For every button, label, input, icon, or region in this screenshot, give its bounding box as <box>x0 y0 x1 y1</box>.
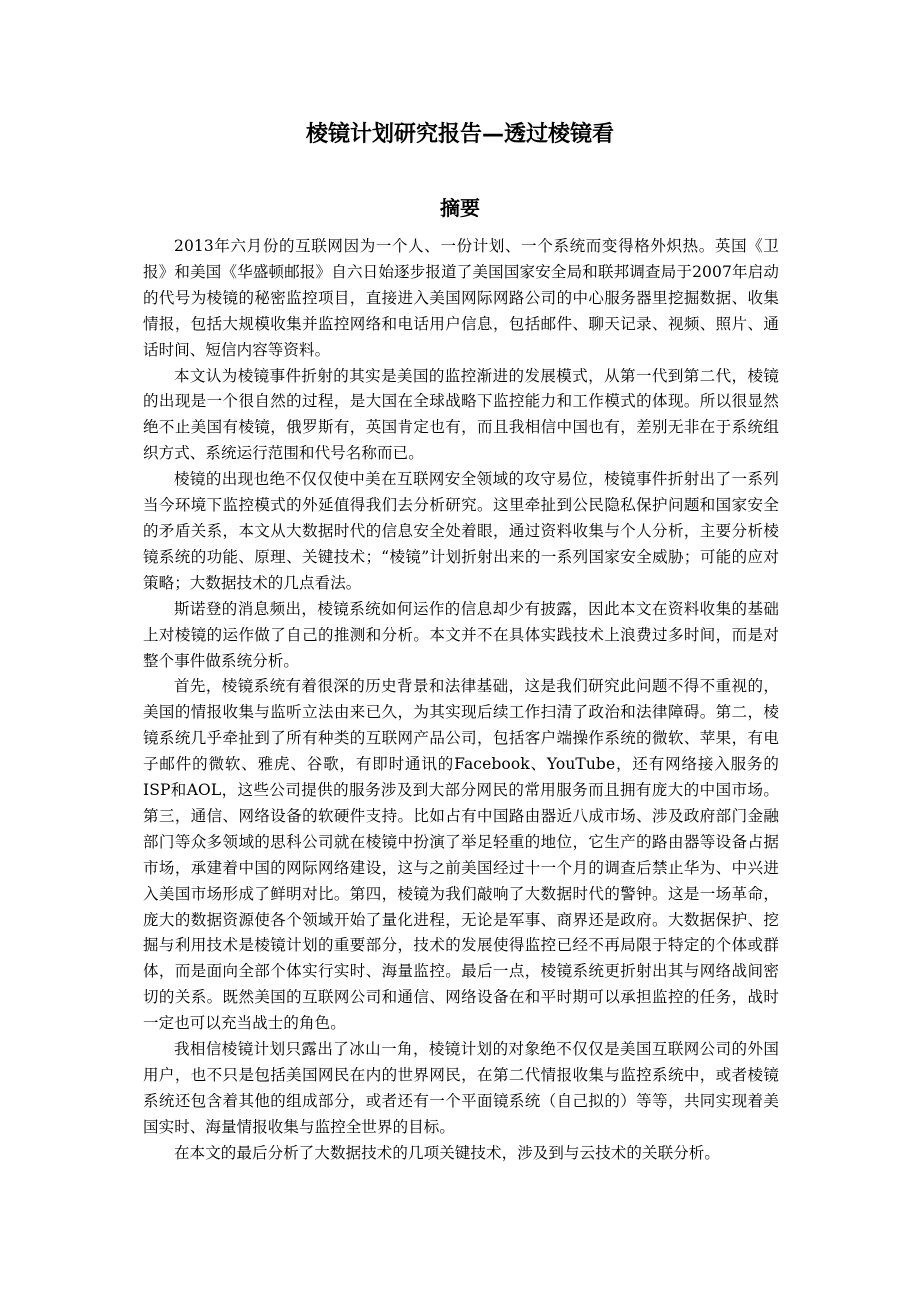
paragraph-5: 首先，棱镜系统有着很深的历史背景和法律基础，这是我们研究此问题不得不重视的，美国的情报收集与监听立法由来已久，为其实现后续工作扫清了政治和法律障碍。第二，棱镜系统几乎牵扯到了所有种类的互联网产品公司，包括客户端操作系统的微软、苹果，有电子邮件的微软、雅虎、谷歌，有即时通讯的Facebook、YouTube，还有网络接入服务的ISP和AOL，这些公司提供的服务涉及到大部分网民的常用服务而且拥有庞大的中国市场。 第三，通信、网络设备的软硬件支持。比如占有中国路由器近八成市场、涉及政府部门金融部门等众多领域的思科公司就在棱镜中扮演了举足轻重的地位，它生产的路由器等设备占据市场，承建着中国的网际网络建设，这与之前美国经过十一个月的调查后禁止华为、中兴进入美国市场形成了鲜明对比。第四，棱镜为我们敲响了大数据时代的警钟。这是一场革命，庞大的数据资源使各个领域开始了量化进程，无论是军事、商界还是政府。大数据保护、挖掘与利用技术是棱镜计划的重要部分，技术的发展使得监控已经不再局限于特定的个体或群体，而是面向全部个体实行实时、海量监控。最后一点，棱镜系统更折射出其与网络战间密切的关系。既然美国的互联网公司和通信、网络设备在和平时期可以承担监控的任务，战时一定也可以充当战士的角色。 <box>143 677 779 1033</box>
paragraph-7: 在本文的最后分析了大数据技术的几项关键技术，涉及到与云技术的关联分析。 <box>174 1143 721 1162</box>
abstract-body <box>143 234 779 1167</box>
paragraph-2: 本文认为棱镜事件折射的其实是美国的监控渐进的发展模式，从第一代到第二代，棱镜的出现是一个很自然的过程，是大国在全球战略下监控能力和工作模式的体现。所以很显然绝不止美国有棱镜，俄罗斯有，英国肯定也有，而且我相信中国也有，差别无非在于系统组织方式、系统运行范围和代号名称而已。 <box>143 366 779 463</box>
paragraph-3: 棱镜的出现也绝不仅仅使中美在互联网安全领域的攻守易位，棱镜事件折射出了一系列当今环境下监控模式的外延值得我们去分析研究。这里牵扯到公民隐私保护问题和国家安全的矛盾关系，本文从大数据时代的信息安全处着眼，通过资料收集与个人分析，主要分析棱镜系统的功能、原理、关键技术；“棱镜”计划折射出来的一系列国家安全威胁；可能的应对策略；大数据技术的几点看法。 <box>143 470 779 592</box>
abstract-heading: 摘要 <box>440 196 480 220</box>
paragraph-4: 斯诺登的消息频出，棱镜系统如何运作的信息却少有披露，因此本文在资料收集的基础上对棱镜的运作做了自己的推测和分析。本文并不在具体实践技术上浪费过多时间，而是对整个事件做系统分析。 <box>143 599 779 670</box>
paragraph-6: 我相信棱镜计划只露出了冰山一角，棱镜计划的对象绝不仅仅是美国互联网公司的外国用户，也不只是包括美国网民在内的世界网民，在第二代情报收集与监控系统中，或者棱镜系统还包含着其他的组成部分，或者还有一个平面镜系统（自己拟的）等等，共同实现着美国实时、海量情报收集与监控全世界的目标。 <box>143 1040 779 1136</box>
document-title: 棱镜计划研究报告—透过棱镜看 <box>305 122 614 147</box>
paragraph-1: 2013年六月份的互联网因为一个人、一份计划、一个系统而变得格外炽热。英国《卫报》和美国《华盛顿邮报》自六日始逐步报道了美国国家安全局和联邦调查局于2007年启动的代号为棱镜的秘密监控项目，直接进入美国网际网路公司的中心服务器里挖掘数据、收集情报，包括大规模收集并监控网络和电话用户信息，包括邮件、聊天记录、视频、照片、通话时间、短信内容等资料。 <box>143 237 779 359</box>
